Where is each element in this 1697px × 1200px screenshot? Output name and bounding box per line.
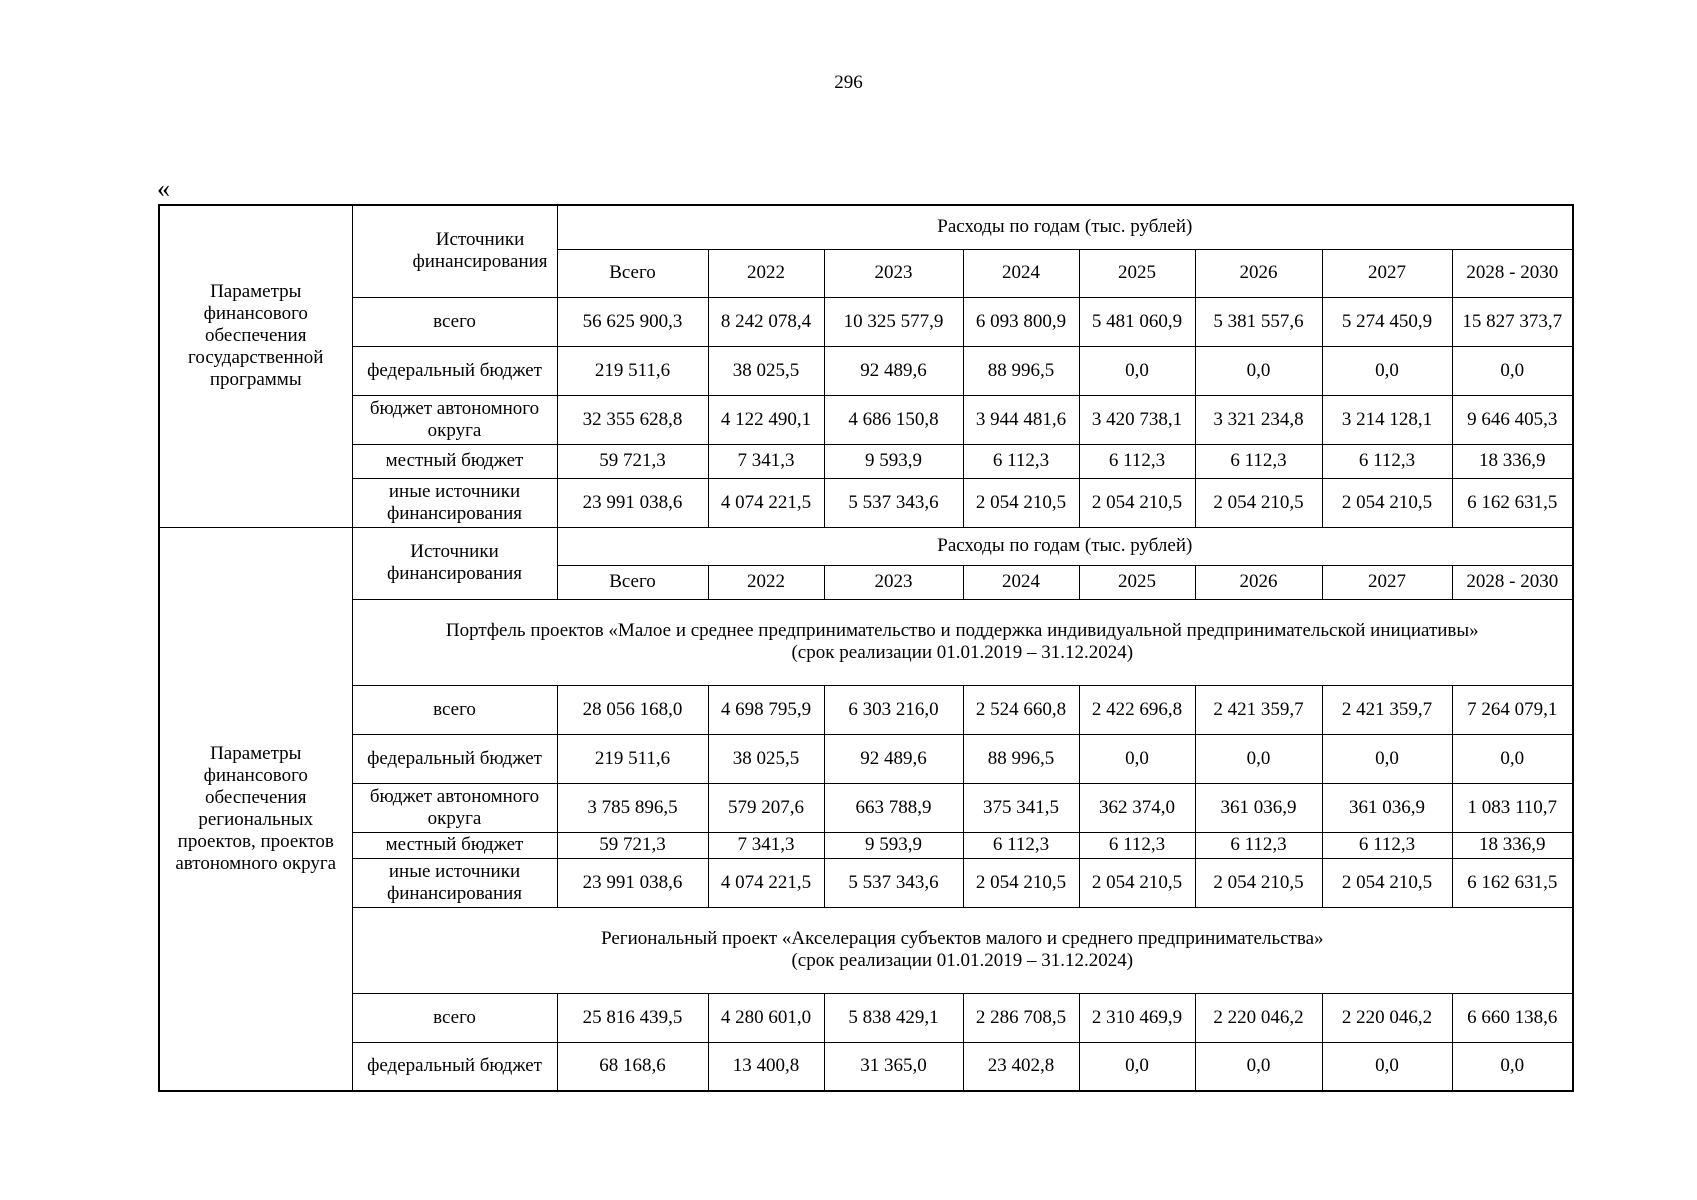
value-cell: 9 646 405,3 <box>1452 395 1573 444</box>
value-cell: 2 421 359,7 <box>1322 685 1452 734</box>
value-cell: 0,0 <box>1195 1042 1322 1091</box>
source-label: бюджет автономного округа <box>352 783 557 832</box>
value-cell: 0,0 <box>1079 734 1195 783</box>
source-label: всего <box>352 297 557 346</box>
value-cell: 68 168,6 <box>557 1042 708 1091</box>
value-cell: 2 054 210,5 <box>1079 858 1195 907</box>
sources-header: Источники финансирования <box>352 205 557 297</box>
value-cell: 8 242 078,4 <box>708 297 824 346</box>
value-cell: 4 122 490,1 <box>708 395 824 444</box>
column-header: Всего <box>557 249 708 297</box>
source-label: всего <box>352 993 557 1042</box>
value-cell: 6 112,3 <box>1079 444 1195 478</box>
source-label: федеральный бюджет <box>352 734 557 783</box>
value-cell: 5 381 557,6 <box>1195 297 1322 346</box>
value-cell: 18 336,9 <box>1452 444 1573 478</box>
value-cell: 23 991 038,6 <box>557 858 708 907</box>
column-header: Всего <box>557 565 708 599</box>
value-cell: 4 074 221,5 <box>708 478 824 527</box>
value-cell: 92 489,6 <box>824 346 963 395</box>
value-cell: 6 162 631,5 <box>1452 858 1573 907</box>
value-cell: 92 489,6 <box>824 734 963 783</box>
value-cell: 38 025,5 <box>708 346 824 395</box>
value-cell: 579 207,6 <box>708 783 824 832</box>
value-cell: 56 625 900,3 <box>557 297 708 346</box>
column-header: 2024 <box>963 565 1079 599</box>
value-cell: 0,0 <box>1452 346 1573 395</box>
table-row <box>159 478 1573 527</box>
table-row <box>159 346 1573 395</box>
value-cell: 5 537 343,6 <box>824 478 963 527</box>
source-label: местный бюджет <box>352 444 557 478</box>
value-cell: 59 721,3 <box>557 832 708 858</box>
value-cell: 0,0 <box>1322 1042 1452 1091</box>
source-label: иные источники финансирования <box>352 478 557 527</box>
value-cell: 10 325 577,9 <box>824 297 963 346</box>
column-header: 2028 - 2030 <box>1452 249 1573 297</box>
source-label: иные источники финансирования <box>352 858 557 907</box>
section-regional-projects <box>159 527 1573 1091</box>
value-cell: 6 112,3 <box>963 444 1079 478</box>
opening-quote-mark: « <box>157 174 170 203</box>
section-state-program <box>159 205 1573 527</box>
table-row <box>159 783 1573 832</box>
value-cell: 6 112,3 <box>1079 832 1195 858</box>
value-cell: 0,0 <box>1079 1042 1195 1091</box>
value-cell: 6 093 800,9 <box>963 297 1079 346</box>
table-row <box>159 395 1573 444</box>
table-row <box>159 685 1573 734</box>
value-cell: 7 264 079,1 <box>1452 685 1573 734</box>
value-cell: 361 036,9 <box>1195 783 1322 832</box>
value-cell: 28 056 168,0 <box>557 685 708 734</box>
value-cell: 59 721,3 <box>557 444 708 478</box>
source-label: местный бюджет <box>352 832 557 858</box>
portfolio-period: (срок реализации 01.01.2019 – 31.12.2024) <box>791 642 1134 663</box>
value-cell: 2 286 708,5 <box>963 993 1079 1042</box>
value-cell: 0,0 <box>1195 734 1322 783</box>
source-label: бюджет автономного округа <box>352 395 557 444</box>
value-cell: 6 112,3 <box>1195 444 1322 478</box>
value-cell: 5 481 060,9 <box>1079 297 1195 346</box>
column-header: 2023 <box>824 565 963 599</box>
value-cell: 3 214 128,1 <box>1322 395 1452 444</box>
column-header: 2027 <box>1322 565 1452 599</box>
value-cell: 0,0 <box>1322 734 1452 783</box>
column-header: 2025 <box>1079 249 1195 297</box>
table-row <box>159 297 1573 346</box>
value-cell: 5 274 450,9 <box>1322 297 1452 346</box>
value-cell: 2 310 469,9 <box>1079 993 1195 1042</box>
value-cell: 2 220 046,2 <box>1195 993 1322 1042</box>
value-cell: 0,0 <box>1452 1042 1573 1091</box>
expenses-header: Расходы по годам (тыс. рублей) <box>557 205 1573 249</box>
value-cell: 23 402,8 <box>963 1042 1079 1091</box>
value-cell: 219 511,6 <box>557 734 708 783</box>
value-cell: 5 537 343,6 <box>824 858 963 907</box>
value-cell: 6 112,3 <box>963 832 1079 858</box>
value-cell: 7 341,3 <box>708 832 824 858</box>
column-header: 2028 - 2030 <box>1452 565 1573 599</box>
value-cell: 1 083 110,7 <box>1452 783 1573 832</box>
value-cell: 7 341,3 <box>708 444 824 478</box>
expenses-header: Расходы по годам (тыс. рублей) <box>557 527 1573 565</box>
table-row <box>159 1042 1573 1091</box>
param-label-regional-projects: Параметры финансового обеспечения региональных проектов, проектов автономного округа <box>159 527 352 1091</box>
value-cell: 6 112,3 <box>1322 444 1452 478</box>
value-cell: 32 355 628,8 <box>557 395 708 444</box>
value-cell: 5 838 429,1 <box>824 993 963 1042</box>
value-cell: 4 074 221,5 <box>708 858 824 907</box>
column-header: 2026 <box>1195 565 1322 599</box>
value-cell: 2 054 210,5 <box>1079 478 1195 527</box>
portfolio-title: Портфель проектов «Малое и среднее предпринимательство и поддержка индивидуальной предпринимательской инициативы» <box>445 620 1479 641</box>
sources-header: Источники финансирования <box>352 527 557 599</box>
value-cell: 4 280 601,0 <box>708 993 824 1042</box>
value-cell: 2 054 210,5 <box>1195 478 1322 527</box>
value-cell: 18 336,9 <box>1452 832 1573 858</box>
value-cell: 3 420 738,1 <box>1079 395 1195 444</box>
source-label: всего <box>352 685 557 734</box>
table-row <box>159 858 1573 907</box>
column-header: 2023 <box>824 249 963 297</box>
value-cell: 2 054 210,5 <box>963 478 1079 527</box>
column-header: 2025 <box>1079 565 1195 599</box>
page-number: 296 <box>834 72 863 93</box>
value-cell: 361 036,9 <box>1322 783 1452 832</box>
table-row <box>159 993 1573 1042</box>
value-cell: 9 593,9 <box>824 832 963 858</box>
column-header: 2022 <box>708 565 824 599</box>
value-cell: 3 321 234,8 <box>1195 395 1322 444</box>
value-cell: 6 660 138,6 <box>1452 993 1573 1042</box>
regional-project-heading <box>352 907 1573 993</box>
value-cell: 38 025,5 <box>708 734 824 783</box>
source-label: федеральный бюджет <box>352 346 557 395</box>
portfolio-heading <box>352 599 1573 685</box>
value-cell: 375 341,5 <box>963 783 1079 832</box>
value-cell: 362 374,0 <box>1079 783 1195 832</box>
value-cell: 2 054 210,5 <box>1322 858 1452 907</box>
value-cell: 0,0 <box>1079 346 1195 395</box>
value-cell: 13 400,8 <box>708 1042 824 1091</box>
value-cell: 4 698 795,9 <box>708 685 824 734</box>
value-cell: 663 788,9 <box>824 783 963 832</box>
value-cell: 0,0 <box>1195 346 1322 395</box>
regional-project-title: Региональный проект «Акселерация субъектов малого и среднего предпринимательства» <box>601 928 1324 949</box>
value-cell: 6 112,3 <box>1195 832 1322 858</box>
value-cell: 3 785 896,5 <box>557 783 708 832</box>
value-cell: 2 220 046,2 <box>1322 993 1452 1042</box>
source-label: федеральный бюджет <box>352 1042 557 1091</box>
value-cell: 15 827 373,7 <box>1452 297 1573 346</box>
value-cell: 6 162 631,5 <box>1452 478 1573 527</box>
value-cell: 23 991 038,6 <box>557 478 708 527</box>
value-cell: 9 593,9 <box>824 444 963 478</box>
value-cell: 2 054 210,5 <box>1195 858 1322 907</box>
value-cell: 0,0 <box>1322 346 1452 395</box>
value-cell: 6 112,3 <box>1322 832 1452 858</box>
table-row <box>159 832 1573 858</box>
value-cell: 31 365,0 <box>824 1042 963 1091</box>
value-cell: 4 686 150,8 <box>824 395 963 444</box>
financing-table <box>158 204 1574 1092</box>
table-row <box>159 734 1573 783</box>
value-cell: 2 054 210,5 <box>1322 478 1452 527</box>
value-cell: 2 054 210,5 <box>963 858 1079 907</box>
value-cell: 2 524 660,8 <box>963 685 1079 734</box>
value-cell: 88 996,5 <box>963 734 1079 783</box>
value-cell: 2 422 696,8 <box>1079 685 1195 734</box>
column-header: 2024 <box>963 249 1079 297</box>
value-cell: 0,0 <box>1452 734 1573 783</box>
value-cell: 219 511,6 <box>557 346 708 395</box>
column-header: 2022 <box>708 249 824 297</box>
regional-project-period: (срок реализации 01.01.2019 – 31.12.2024) <box>791 950 1134 971</box>
value-cell: 25 816 439,5 <box>557 993 708 1042</box>
value-cell: 88 996,5 <box>963 346 1079 395</box>
value-cell: 2 421 359,7 <box>1195 685 1322 734</box>
column-header: 2026 <box>1195 249 1322 297</box>
value-cell: 3 944 481,6 <box>963 395 1079 444</box>
value-cell: 6 303 216,0 <box>824 685 963 734</box>
column-header: 2027 <box>1322 249 1452 297</box>
param-label-state-program: Параметры финансового обеспечения государственной программы <box>159 205 352 527</box>
table-row <box>159 444 1573 478</box>
